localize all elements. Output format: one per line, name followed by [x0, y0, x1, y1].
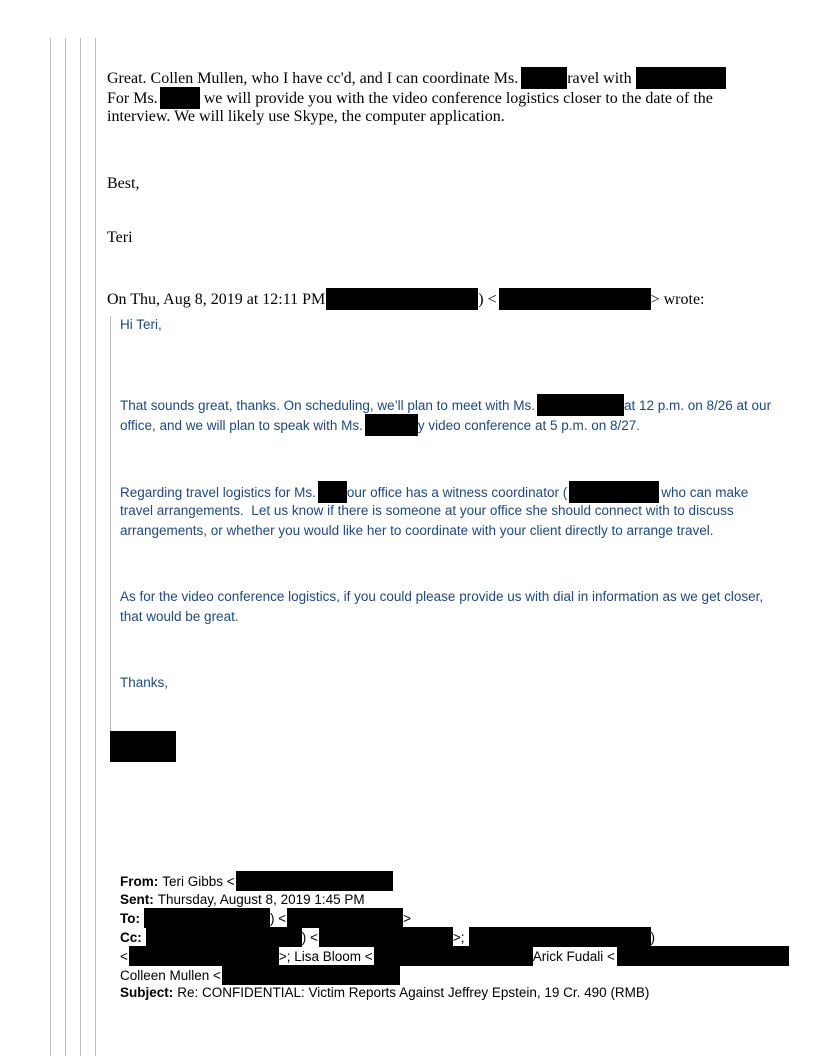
redaction-box	[521, 67, 567, 89]
redaction-box	[469, 927, 651, 947]
attribution-wrote: > wrote:	[650, 291, 705, 308]
quoted-text: at 12 p.m. on 8/26 at our	[623, 398, 772, 413]
redaction-box	[537, 394, 624, 416]
from-label: From:	[120, 874, 159, 889]
quote-bar	[50, 38, 51, 1056]
quoted-text: office, and we will plan to speak with Ms.	[120, 418, 363, 433]
reply-signature: Teri	[107, 229, 133, 246]
reply-text: we will provide you with the video conference logistics closer to the date of the	[203, 90, 713, 107]
quoted-text: Regarding travel logistics for Ms.	[120, 485, 316, 500]
from-value: Teri Gibbs <	[162, 874, 235, 889]
to-separator: ) <	[270, 911, 287, 926]
attribution-line	[107, 288, 705, 310]
redaction-box	[569, 481, 659, 503]
subject-label: Subject:	[120, 985, 174, 1000]
quoted-text: our office has a witness coordinator (	[346, 485, 568, 500]
quoted-line: arrangements, or whether you would like her to coordinate with your client directly to arrange travel.	[120, 523, 714, 538]
quoted-sign-off: Thanks,	[120, 675, 169, 690]
quoted-line: As for the video conference logistics, if you could please provide us with dial in information as we get closer,	[120, 589, 764, 604]
redaction-box	[236, 871, 393, 891]
quoted-text: y video conference at 5 p.m. on 8/27.	[417, 418, 641, 433]
header-from	[120, 871, 393, 891]
redacted-signature	[110, 731, 176, 762]
quote-bar	[95, 38, 96, 1056]
redaction-box	[499, 288, 651, 310]
sent-label: Sent:	[120, 892, 154, 907]
attribution-date: On Thu, Aug 8, 2019 at 12:11 PM	[107, 291, 326, 308]
to-label: To:	[120, 911, 140, 926]
redaction-box	[222, 965, 400, 985]
redaction-box	[374, 946, 533, 966]
cc-label: Cc:	[120, 930, 142, 945]
redaction-box	[144, 908, 270, 928]
cc-recipient-arick: Arick Fudali <	[532, 949, 615, 964]
quoted-line	[120, 414, 640, 436]
redaction-box	[326, 288, 478, 310]
cc-recipient-lisa: >; Lisa Bloom <	[278, 949, 373, 964]
sent-value: Thursday, August 8, 2019 1:45 PM	[157, 892, 365, 907]
reply-text: For Ms.	[107, 90, 158, 107]
redaction-box	[129, 946, 279, 966]
quoted-line	[120, 394, 771, 416]
attribution-separator: ) <	[478, 291, 497, 308]
to-end: >	[403, 911, 412, 926]
cc-separator: >;	[452, 930, 465, 945]
quoted-line: travel arrangements. Let us know if there is someone at your office she should connect with to discuss	[120, 503, 734, 518]
redaction-box	[636, 67, 726, 89]
quoted-greeting: Hi Teri,	[120, 317, 162, 332]
redaction-box	[617, 946, 789, 966]
redaction-box	[287, 908, 403, 928]
redaction-box	[160, 87, 200, 109]
quoted-line	[120, 481, 748, 503]
cc-end: )	[650, 930, 656, 945]
redaction-box	[365, 414, 418, 436]
quoted-text: who can make	[661, 485, 749, 500]
quote-bar	[80, 38, 81, 1056]
header-cc	[120, 927, 655, 947]
quote-bar	[65, 38, 66, 1056]
subject-value: Re: CONFIDENTIAL: Victim Reports Against Jeffrey Epstein, 19 Cr. 490 (RMB)	[177, 985, 650, 1000]
reply-text: Great. Collen Mullen, who I have cc'd, and I can coordinate Ms.	[107, 70, 519, 87]
cc-open: <	[120, 949, 128, 964]
quoted-line: that would be great.	[120, 609, 239, 624]
header-cc-continued	[120, 965, 400, 985]
redaction-box	[319, 927, 453, 947]
reply-text: ravel with	[567, 70, 632, 87]
inner-quote-bar	[110, 316, 111, 731]
reply-closing: Best,	[107, 175, 140, 192]
reply-line	[107, 67, 726, 89]
cc-recipient-colleen: Colleen Mullen <	[120, 968, 221, 983]
header-to	[120, 908, 411, 928]
quoted-text: That sounds great, thanks. On scheduling, we’ll plan to meet with Ms.	[120, 398, 535, 413]
header-sent	[120, 890, 365, 909]
redaction-box	[318, 481, 347, 503]
header-subject	[120, 983, 649, 1002]
reply-line	[107, 87, 713, 109]
cc-separator: ) <	[301, 930, 318, 945]
reply-line	[107, 107, 505, 127]
reply-text: interview. We will likely use Skype, the computer application.	[107, 108, 505, 125]
redaction-box	[146, 927, 302, 947]
header-cc-continued	[120, 946, 789, 966]
